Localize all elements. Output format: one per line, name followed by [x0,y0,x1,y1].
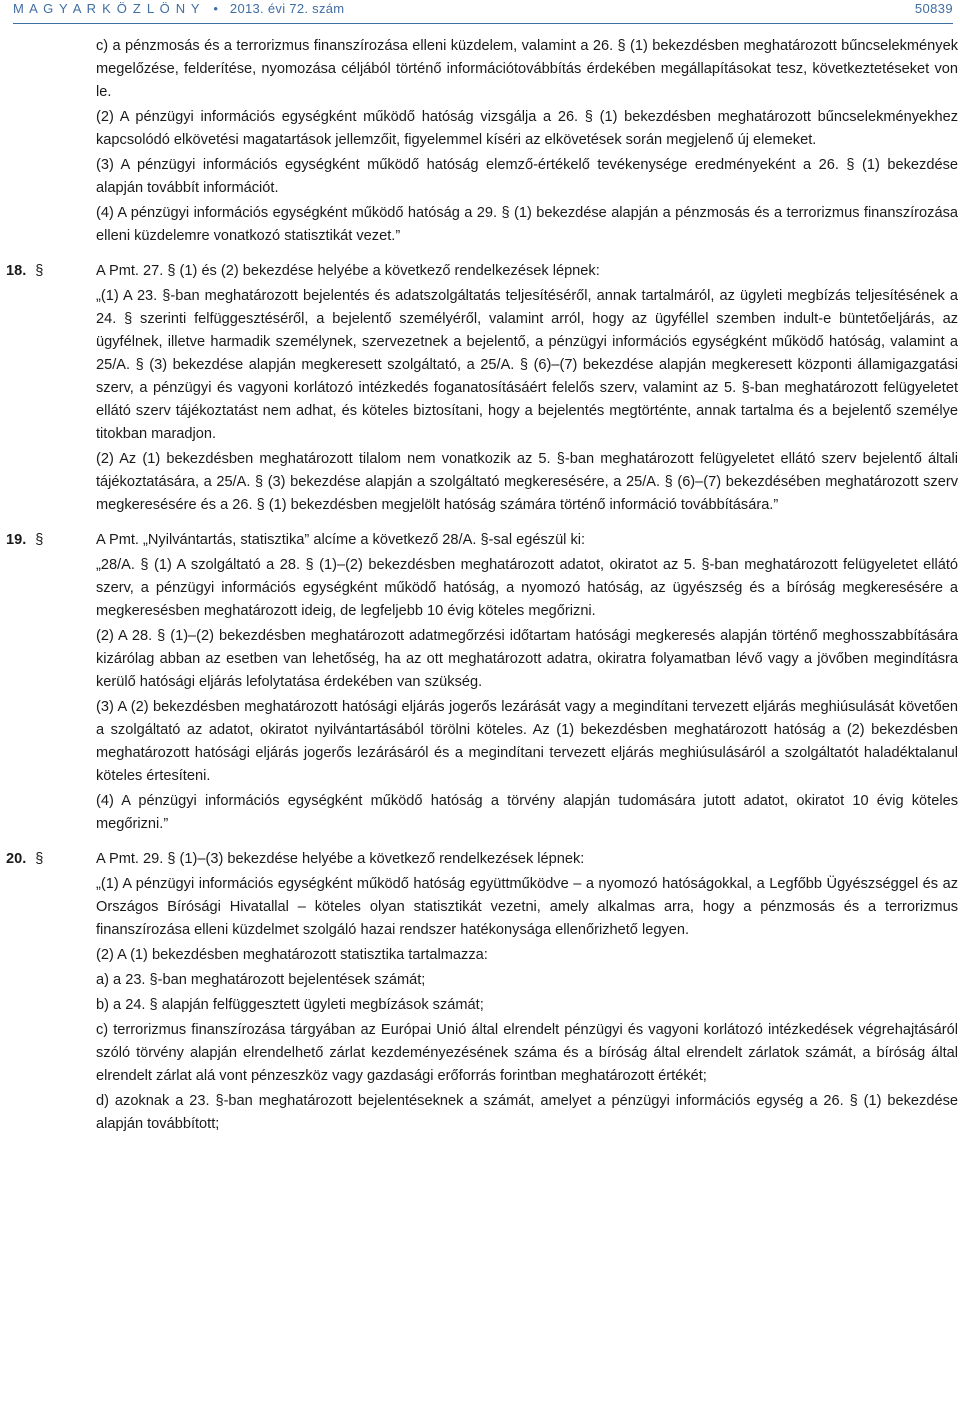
document-body [6,35,958,1138]
section-paragraph: „(1) A pénzügyi információs egységként működő hatóság együttműködve – a nyomozó hatóságokkal, a Legfőbb Ügyészséggel és az Országos Bírósági Hivatallal – köteles olyan statisztikát vezetni, amely alkalmas arra, hogy a pénzmosás és a terrorizmus finanszírozása elleni küzdelmet szolgáló hazai rendszer hatékonysága ellenőrizhető legyen. [96,876,958,938]
section-paragraph: A Pmt. „Nyilvántartás, statisztika” alcíme a következő 28/A. §-sal egészül ki: [96,532,586,548]
intro-paragraph: c) a pénzmosás és a terrorizmus finanszírozása elleni küzdelem, valamint a 26. § (1) bekezdésben meghatározott bűncselekmények megelőzése, felderítése, nyomozása céljából történő információtovábbítás érdekében megállapításokat tesz, következtetéseket von le. [96,38,958,100]
issue-label: 2013. évi 72. szám [229,1,345,16]
section-symbol: § [35,851,44,867]
page-number: 50839 [914,1,953,16]
intro-paragraph: (4) A pénzügyi információs egységként működő hatóság a 29. § (1) bekezdése alapján a pénzmosás és a terrorizmus finanszírozása elleni küzdelemre vonatkozó statisztikát vezet.” [96,205,958,244]
section-18 [6,260,958,517]
section-paragraph: (2) A (1) bekezdésben meghatározott statisztika tartalmazza: [96,947,488,963]
list-item: c) terrorizmus finanszírozása tárgyában az Európai Unió által elrendelt pénzügyi és vagyoni korlátozó intézkedések végrehajtásáról szóló törvény alapján elrendelhető zárlat kezdeményezésének száma és a bíróság által elrendelt zárlatok számát, a bíróság által elrendelt zárlat alá vont pénzeszköz vagy gazdasági erőforrás forintban meghatározott értékét; [96,1022,958,1084]
section-paragraph: (3) A (2) bekezdésben meghatározott hatósági eljárás jogerős lezárását vagy a megindítani tervezett eljárás meghiúsulását követően a szolgáltató az adatot, okiratot nyilvántartásából törölni köteles. Az (1) bekezdésben meghatározott hatóság a (2) bekezdésben meghatározott hatósági eljárás jogerős lezárásáról és a megindítani tervezett eljárás meghiúsulásáról a szolgáltatót haladéktalanul köteles értesíteni. [96,699,958,784]
section-19 [6,529,958,836]
section-number: 20. § [6,851,44,867]
section-20 [6,848,958,1136]
list-item: d) azoknak a 23. §-ban meghatározott bejelentéseknek a számát, amelyet a pénzügyi információs egység a 26. § (1) bekezdése alapján továbbított; [96,1093,958,1132]
section-paragraph: (2) A 28. § (1)–(2) bekezdésben meghatározott adatmegőrzési időtartam hatósági megkeresés alapján történő meghosszabbítására kizárólag abban az esetben van lehetőség, ha az ott meghatározott adatra, okiratra folyamatban lévő vagy a jövőben megindításra kerülő hatósági eljárás lefolytatása érdekében van szükség. [96,628,958,690]
header-divider [13,23,953,24]
section-number: 18. § [6,263,44,279]
section-paragraph: „(1) A 23. §-ban meghatározott bejelentés és adatszolgáltatás teljesítéséről, annak tartalmáról, az ügyleti megbízás teljesítésének a 24. § szerinti felfüggesztéséről, a bejelentő személyéről, valamint arról, hogy az ügyféllel szemben indult-e büntetőeljárás, az ügyfélnek, illetve harmadik személynek, szervezetnek a bejelentő, a pénzügyi információs egységként működő hatóság, valamint a 25/A. § (3) bekezdése alapján megkeresett szolgáltató, a 25/A. § (6)–(7) bekezdése alapján megkeresett központi államigazgatási szerv, a pénzügyi és vagyoni korlátozó intézkedés foganatosításáért felelős szerv, valamint az 5. §-ban meghatározott felügyeletet ellátó szerv tájékoztatást nem adhat, és köteles biztosítani, hogy a bejelentés megtörténte, annak tartalma és a bejelentő személye titokban maradjon. [96,288,958,442]
section-symbol: § [35,263,44,279]
intro-paragraph: (2) A pénzügyi információs egységként működő hatóság vizsgálja a 26. § (1) bekezdésben meghatározott bűncselekményekhez kapcsolódó elkövetési magatartások jellemzőit, figyelemmel kíséri az elkövetések során megjelenő új elemeket. [96,109,958,148]
section-paragraph: (4) A pénzügyi információs egységként működő hatóság a törvény alapján tudomására jutott adatot, okiratot 10 évig köteles megőrizni.” [96,793,958,832]
list-item: a) a 23. §-ban meghatározott bejelentések számát; [96,972,426,988]
header-separator: • [213,1,220,16]
list-item: b) a 24. § alapján felfüggesztett ügyleti megbízások számát; [96,997,484,1013]
section-paragraph: „28/A. § (1) A szolgáltató a 28. § (1)–(2) bekezdésben meghatározott adatot, okiratot az 5. §-ban meghatározott felügyeletet ellátó szerv, a pénzügyi információs egységként működő hatóság, a nyomozó hatóság, az ügyészség és a bíróság megkeresésére a megkeresésben meghatározott ideig, de legfeljebb 10 évig köteles megőrizni. [96,557,958,619]
section-number: 19. § [6,532,44,548]
intro-paragraph: (3) A pénzügyi információs egységként működő hatóság elemző-értékelő tevékenysége eredményeként a 26. § (1) bekezdése alapján továbbít információt. [96,157,958,196]
section-paragraph: A Pmt. 27. § (1) és (2) bekezdése helyébe a következő rendelkezések lépnek: [96,263,600,279]
section-symbol: § [35,532,44,548]
page-header [13,0,953,20]
section-paragraph: A Pmt. 29. § (1)–(3) bekezdése helyébe a következő rendelkezések lépnek: [96,851,585,867]
intro-block [96,35,958,248]
section-paragraph: (2) Az (1) bekezdésben meghatározott tilalom nem vonatkozik az 5. §-ban meghatározott felügyeletet ellátó szerv bejelentő általi tájékoztatására, a 25/A. § (3) bekezdése alapján a szolgáltató megkeresésére, a 25/A. § (6)–(7) bekezdésében meghatározott szerv megkeresésére és a 26. § (1) bekezdésben megjelölt hatóság számára történő információ továbbítására.” [96,451,958,513]
publication-title: M A G Y A R K Ö Z L Ö N Y [13,1,201,16]
